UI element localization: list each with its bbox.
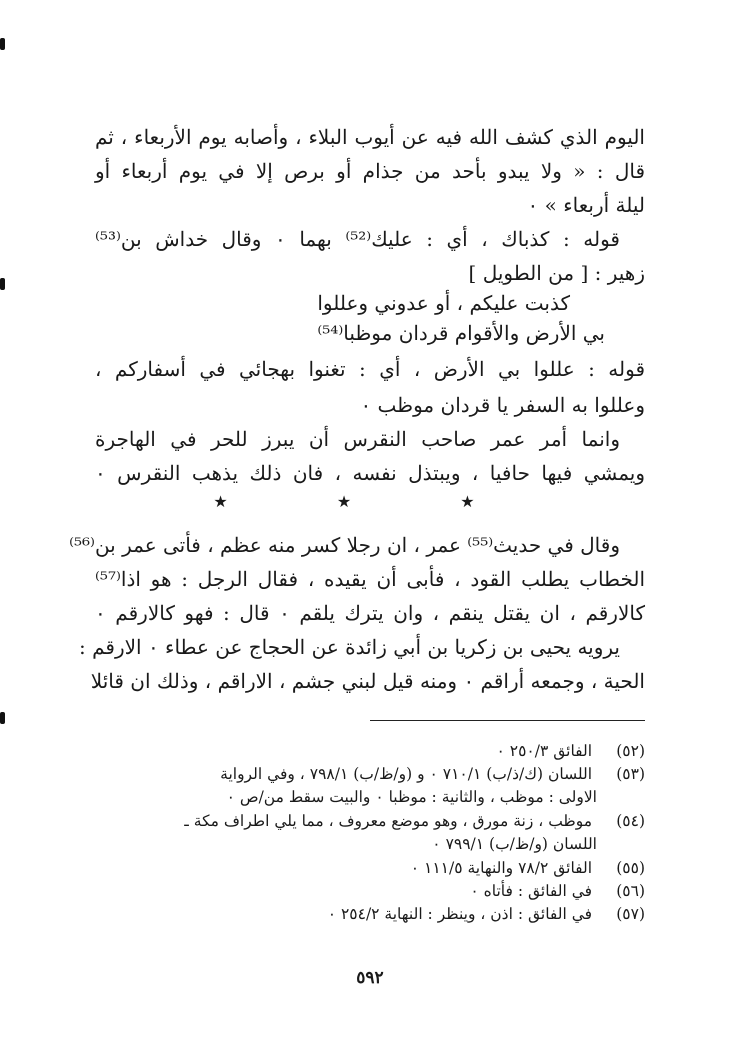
footnote-number: (٥٧) [616, 905, 645, 923]
footnote-number: (٥٥) [616, 859, 645, 877]
body-line: ليلة أربعاء » ٠ [527, 193, 645, 217]
body-line: ويمشي فيها حافيا ، ويبتذل نفسه ، فان ذلك يذهب النقرس ٠ [95, 461, 645, 485]
footnote-text: الفائق ٧٨/٢ والنهاية ١١١/٥ ٠ [410, 859, 593, 877]
footnote-number: (٥٤) [616, 812, 645, 830]
footnote-text: في الفائق : اذن ، وينظر : النهاية ٢٥٤/٢ ٠ [327, 905, 593, 923]
footnote-text: اللسان (و/ظ/ب) ٧٩٩/١ ٠ [432, 835, 597, 853]
body-line: الحية ، وجمعه أراقم ٠ ومنه قيل لبني جشم ، الاراقم ، وذلك ان قائلا [90, 669, 645, 693]
footnote-text: الفائق ٢٥٠/٣ ٠ [496, 742, 593, 760]
footnote [95, 763, 645, 786]
scan-edge-mark [0, 278, 5, 290]
footnote [95, 880, 645, 903]
verse-line: كذبت عليكم ، أو عدوني وعللوا [317, 291, 570, 315]
footnote [95, 740, 645, 763]
body-line: الخطاب يطلب القود ، فأبى أن يقيده ، فقال الرجل : هو اذا⁽⁵⁷⁾ [95, 567, 645, 591]
page-number: ٥٩٢ [356, 968, 384, 988]
scan-edge-mark [0, 38, 5, 50]
footnote-text: اللسان (ك/ذ/ب) ٧١٠/١ ٠ و (و/ظ/ب) ٧٩٨/١ ، وفي الرواية [220, 765, 593, 783]
footnote-text: في الفائق : فأتاه ٠ [470, 882, 593, 900]
body-line: وانما أمر عمر صاحب النقرس أن يبرز للحر في الهاجرة [95, 427, 620, 451]
body-line: وعللوا به السفر يا قردان موظب ٠ [360, 393, 645, 417]
body-line: يرويه يحيى بن زكريا بن أبي زائدة عن الحجاج عن عطاء ٠ الارقم : [78, 635, 620, 659]
footnote-number: (٥٦) [616, 882, 645, 900]
body-line: زهير : [ من الطويل ] [468, 261, 645, 285]
footnote-number: (٥٣) [616, 765, 645, 783]
body-line: وقال في حديث⁽⁵⁵⁾ عمر ، ان رجلا كسر منه عظم ، فأتى عمر بن⁽⁵⁶⁾ [69, 533, 620, 557]
footnote-continuation [95, 786, 645, 809]
body-line: كالارقم ، ان يقتل ينقم ، وان يترك يلقم ٠ قال : فهو كالارقم ٠ [95, 601, 645, 625]
footnote-text: موظب ، زنة مورق ، وهو موضع معروف ، مما يلي اطراف مكة ـ [184, 812, 593, 830]
footnote [95, 903, 645, 926]
footnote-separator [370, 720, 645, 721]
section-separator-stars: ★ ★ ★ [213, 492, 527, 511]
footnote [95, 857, 645, 880]
scan-edge-mark [0, 712, 5, 724]
body-line: قوله : عللوا بي الأرض ، أي : تغنوا بهجائي في أسفاركم ، [95, 357, 645, 381]
body-line: قوله : كذباك ، أي : عليك⁽⁵²⁾ بهما ٠ وقال خداش بن⁽⁵³⁾ [95, 227, 620, 251]
body-line: اليوم الذي كشف الله فيه عن أيوب البلاء ، وأصابه يوم الأربعاء ، ثم [95, 125, 645, 149]
verse-line: بي الأرض والأقوام قردان موظبا⁽⁵⁴⁾ [317, 321, 605, 345]
footnote [95, 810, 645, 833]
body-line: قال : « ولا يبدو بأحد من جذام أو برص إلا في يوم أربعاء أو [95, 159, 645, 183]
footnote-text: الاولى : موظب ، والثانية : موظبا ٠ والبيت سقط من/ص ٠ [226, 788, 597, 806]
footnote-continuation [95, 833, 645, 856]
footnote-number: (٥٢) [616, 742, 645, 760]
